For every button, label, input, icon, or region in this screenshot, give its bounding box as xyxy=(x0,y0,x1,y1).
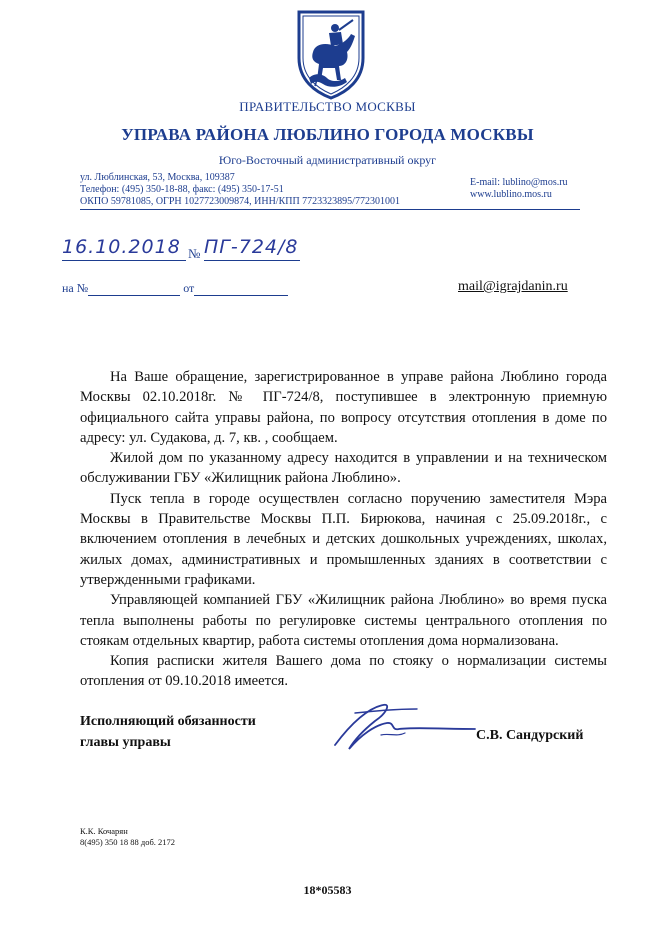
ref-from-label: от xyxy=(183,281,195,295)
reference-line xyxy=(62,281,288,296)
signatory-title-line2: главы управы xyxy=(80,735,171,750)
phone-line: Телефон: (495) 350-18-88, факс: (495) 350-17-51 xyxy=(80,184,284,195)
date-underline xyxy=(62,260,186,261)
signatory-title-line1: Исполняющий обязанности xyxy=(80,714,256,729)
document-number: 18*05583 xyxy=(303,883,352,897)
body-paragraph: Жилой дом по указанному адресу находится в управлении и на техническом обслуживании ГБУ «Жилищник района Люблино». xyxy=(80,450,607,487)
registration-number: ПГ-724/8 xyxy=(204,236,299,258)
signatory-name: С.В. Сандурский xyxy=(476,728,584,743)
executor-block xyxy=(80,826,175,848)
contact-block xyxy=(80,172,400,208)
executor-phone: 8(495) 350 18 88 доб. 2172 xyxy=(80,837,176,847)
codes-line: ОКПО 59781085, ОГРН 1027723009874, ИНН/КПП 7723323895/772301001 xyxy=(80,196,400,207)
signatory-title xyxy=(80,711,256,753)
ref-no-blank xyxy=(88,285,180,296)
web-contacts xyxy=(470,177,568,201)
recipient-email: mail@igrajdanin.ru xyxy=(458,279,568,294)
government-name: ПРАВИТЕЛЬСТВО МОСКВЫ xyxy=(239,99,416,114)
letterhead-divider xyxy=(80,209,580,210)
website-line: www.lublino.mos.ru xyxy=(470,189,552,200)
body-paragraph: Управляющей компанией ГБУ «Жилищник района Люблино» во время пуска тепла выполнены работы по регулировке системы центрального отопления по стоякам отдельных квартир, работа системы отопления дома нормализована. xyxy=(80,592,607,649)
body-paragraph: На Ваше обращение, зарегистрированное в управе района Люблино города Москвы 02.10.2018г. № ПГ-724/8, поступившее в электронную приемную официального сайта управы района, по вопросу отсутствия отопления в доме по адресу: ул. Судакова, д. 7, кв. , сообщаем. xyxy=(80,369,607,446)
address-line: ул. Люблинская, 53, Москва, 109387 xyxy=(80,172,235,183)
district-name: Юго-Восточный административный округ xyxy=(218,153,437,167)
number-underline xyxy=(204,260,300,261)
letter-body xyxy=(80,367,607,692)
handwritten-signature xyxy=(325,699,480,755)
registration-no-label: № xyxy=(188,246,201,261)
office-name: УПРАВА РАЙОНА ЛЮБЛИНО ГОРОДА МОСКВЫ xyxy=(121,125,534,144)
body-paragraph: Копия расписки жителя Вашего дома по стояку о нормализации системы отопления от 09.10.2018 имеется. xyxy=(80,653,607,690)
email-line: E-mail: lublino@mos.ru xyxy=(470,177,568,188)
executor-name: К.К. Кочарян xyxy=(80,826,128,836)
registration-date: 16.10.2018 xyxy=(62,236,181,258)
registration-line xyxy=(62,236,302,266)
ref-no-label: на № xyxy=(62,281,89,295)
ref-from-blank xyxy=(194,285,288,296)
body-paragraph: Пуск тепла в городе осуществлен согласно поручению заместителя Мэра Москвы в Правительстве Москвы П.П. Бирюкова, начиная с 25.09.2018г., с включением отопления в лечебных и детских дошкольных учреждениях, школах, жилых домах, административных и промышленных зданиях в соответствии с утвержденными графиками. xyxy=(80,490,607,588)
moscow-coat-of-arms-icon xyxy=(295,8,367,100)
